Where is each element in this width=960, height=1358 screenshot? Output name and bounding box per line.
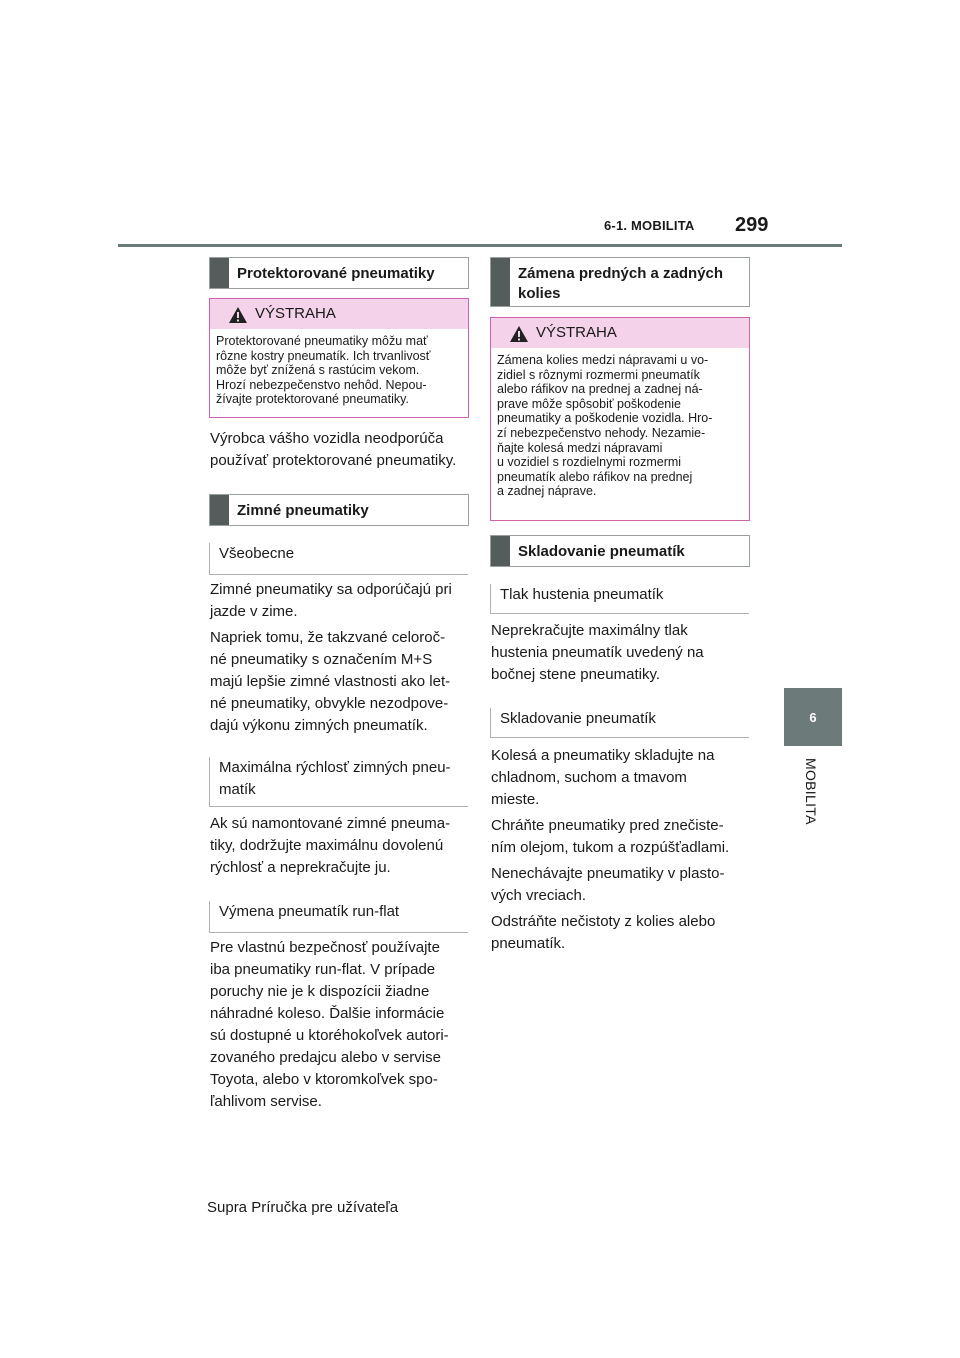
chapter-side-label xyxy=(795,758,831,848)
paragraph-retreaded: Výrobca vášho vozidla neodporúča používať protektorované pneumatiky. xyxy=(210,430,457,469)
paragraph-inflation-pressure: Neprekračujte maximálny tlak hustenia pneumatík uvedený na bočnej stene pneumatiky. xyxy=(491,622,704,683)
footer-manual-title: Supra Príručka pre užívateľa xyxy=(207,1199,399,1216)
section-heading-winter-tires xyxy=(209,494,469,526)
chapter-number-tab: 6 xyxy=(784,688,842,746)
paragraph-winter-general: Zimné pneumatiky sa odporúčajú pri jazde v zime. Napriek tomu, že takzvané celoroč- né pneumatiky s označením M+S majú lepšie zimné vlastnosti ako let- né pneumatiky, obvykle nezodpove- dajú výkonu zimných pneumatík. xyxy=(210,581,452,734)
warning-title: VÝSTRAHA xyxy=(536,324,617,341)
paragraph-run-flat: Pre vlastnú bezpečnosť používajte iba pneumatiky run-flat. V prípade poruchy nie je k dispozícii žiadne náhradné koleso. Ďalšie informácie sú dostupné u ktoréhokoľvek autori- zovaného predajcu alebo v servise Toyota, alebo v ktoromkoľvek spo- ľahlivom servise. xyxy=(210,939,449,1110)
heading-bar xyxy=(491,258,510,306)
heading-bar xyxy=(491,536,510,566)
heading-text: Zámena predných a zadných kolies xyxy=(518,265,724,302)
paragraph-storage: Kolesá a pneumatiky skladujte na chladnom, suchom a tmavom mieste. Chráňte pneumatiky pred znečiste- ním olejom, tukom a rozpúšťadlami. Nenechávajte pneumatiky v plasto- vých vreciach. Odstráňte nečistoty z kolies alebo pneumatík. xyxy=(491,747,730,952)
subheading-inflation-pressure: Tlak hustenia pneumatík xyxy=(490,584,749,614)
warning-triangle-icon xyxy=(509,325,529,343)
subheading-run-flat: Výmena pneumatík run-flat xyxy=(209,901,468,933)
heading-bar xyxy=(210,258,229,288)
section-heading-wheel-swap xyxy=(490,257,750,307)
heading-text: Protektorované pneumatiky xyxy=(237,265,435,282)
heading-text: Skladovanie pneumatík xyxy=(518,543,685,560)
section-heading-retreaded-tires xyxy=(209,257,469,289)
heading-bar xyxy=(210,495,229,525)
paragraph-max-speed: Ak sú namontované zimné pneuma- tiky, dodržujte maximálnu dovolenú rýchlosť a neprekračujte ju. xyxy=(210,815,451,876)
warning-title: VÝSTRAHA xyxy=(255,305,336,322)
heading-text: Zimné pneumatiky xyxy=(237,502,369,519)
warning-box-retreaded xyxy=(209,298,469,418)
warning-triangle-icon xyxy=(228,306,248,324)
header-divider xyxy=(118,244,842,247)
warning-box-wheel-swap xyxy=(490,317,750,521)
subheading-general: Všeobecne xyxy=(209,543,468,575)
page-number: 299 xyxy=(735,214,769,236)
section-title: 6-1. MOBILITA xyxy=(604,218,695,233)
chapter-label: MOBILITA xyxy=(803,758,819,825)
warning-text: Zámena kolies medzi nápravami u vo- zidiel s rôznymi rozmermi pneumatík alebo ráfikov na prednej a zadnej ná- prave môže spôsobiť poškodenie pneumatiky a poškodenie vozidla. Hro- zí nebezpečenstvo nehody. Nezamie- ňajte kolesá medzi nápravami u vozidiel s rozdielnymi rozmermi pneumatík alebo ráfikov na prednej a zadnej náprave. xyxy=(497,353,713,499)
warning-header xyxy=(210,299,468,329)
warning-text: Protektorované pneumatiky môžu mať rôzne kostry pneumatík. Ich trvanlivosť môže byť znížená s rastúcim vekom. Hrozí nebezpečenstvo nehôd. Nepou- žívajte protektorované pneumatiky. xyxy=(216,334,431,407)
subheading-storage: Skladovanie pneumatík xyxy=(490,708,749,738)
section-heading-tire-storage xyxy=(490,535,750,567)
subheading-max-speed: Maximálna rýchlosť zimných pneu- matík xyxy=(209,757,468,807)
warning-header xyxy=(491,318,749,348)
